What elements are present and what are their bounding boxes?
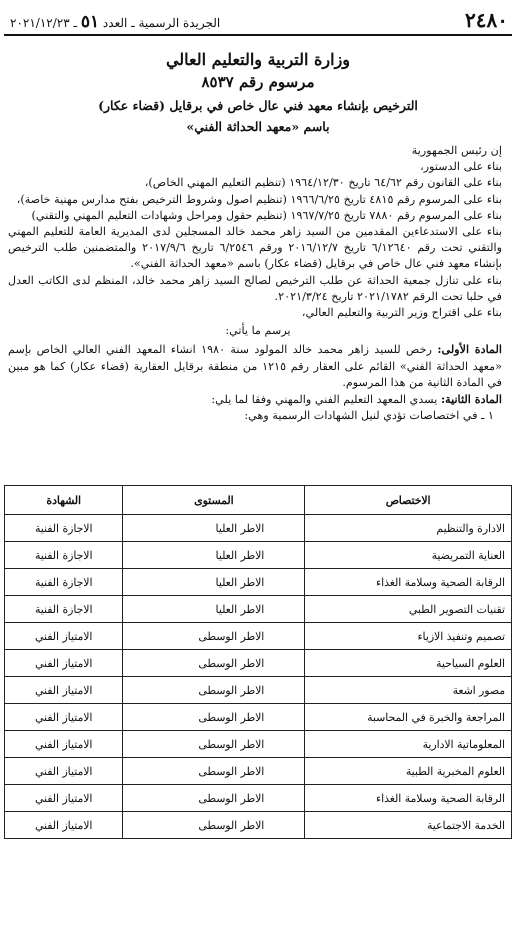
table-row	[5, 758, 512, 785]
level-cell: الاطر العليا	[123, 596, 305, 623]
table-row	[5, 542, 512, 569]
certificate-cell: الامتياز الفني	[5, 731, 123, 758]
specialization-cell: الرقابة الصحية وسلامة الغذاء	[305, 569, 512, 596]
issue-number: ٥١	[80, 12, 100, 32]
level-cell: الاطر العليا	[123, 542, 305, 569]
certificate-cell: الامتياز الفني	[5, 812, 123, 839]
certificate-cell: الامتياز الفني	[5, 650, 123, 677]
certificate-cell: الاجازة الفنية	[5, 596, 123, 623]
preamble-line: بناء على القانون رقم ٦٤/٦٢ تاريخ ١٩٦٤/١٢/٣٠ (تنظيم التعليم المهني الخاص)،	[144, 176, 502, 190]
preamble-line: بناء على المرسوم رقم ٤٨١٥ تاريخ ١٩٦٦/٦/٢٥ (تنظيم اصول وشروط الترخيص بفتح مدارس مهنية خاصة)،	[16, 192, 502, 206]
specialization-cell: الخدمة الاجتماعية	[305, 812, 512, 839]
table-row	[5, 623, 512, 650]
gazette-date: ـ ٢٠٢١/١٢/٢٣	[10, 16, 77, 30]
table-row	[5, 731, 512, 758]
level-cell: الاطر العليا	[123, 569, 305, 596]
preamble-line: إن رئيس الجمهورية	[411, 144, 502, 157]
header-certificate: الشهادة	[5, 486, 123, 515]
specialization-cell: العلوم السياحية	[305, 650, 512, 677]
specialization-cell: الرقابة الصحية وسلامة الغذاء	[305, 785, 512, 812]
table-row	[5, 596, 512, 623]
preamble-line: بناء على المرسوم رقم ٧٨٨٠ تاريخ ١٩٦٧/٧/٢٥ (تنظيم حقول ومراحل وشهادات التعليم المهني والتقني)	[31, 208, 502, 222]
gazette-name: الجريدة الرسمية ـ العدد	[102, 16, 221, 30]
level-cell: الاطر الوسطى	[123, 623, 305, 650]
level-cell: الاطر الوسطى	[123, 758, 305, 785]
table-row	[5, 704, 512, 731]
decrees-line: يرسم ما يأتي:	[225, 324, 291, 338]
level-cell: الاطر الوسطى	[123, 731, 305, 758]
article-2	[8, 391, 508, 408]
gazette-info	[10, 12, 220, 32]
preamble-line: بناء على تنازل جمعية الحداثة عن طلب الترخيص لصالح السيد زاهر محمد خالد، المنظم لدى الكاتب العدل في حلبا تحت الرقم ٢٠٢١/١٧٨٢ تاريخ ٢٠٢١/٣/٢٤.	[8, 273, 502, 303]
table-row	[5, 812, 512, 839]
certificate-cell: الاجازة الفنية	[5, 515, 123, 542]
table-header-row	[5, 486, 512, 515]
header-specialization: الاختصاص	[305, 486, 512, 515]
ministry-title: وزارة التربية والتعليم العالي	[165, 50, 351, 69]
decree-body	[8, 143, 508, 424]
table-row	[5, 785, 512, 812]
level-cell: الاطر الوسطى	[123, 650, 305, 677]
list-item-1: ١ ـ في اختصاصات تؤدي لنيل الشهادات الرسمية وهي:	[244, 409, 494, 423]
level-cell: الاطر العليا	[123, 515, 305, 542]
certificate-cell: الامتياز الفني	[5, 785, 123, 812]
level-cell: الاطر الوسطى	[123, 785, 305, 812]
specialization-cell: تصميم وتنفيذ الازياء	[305, 623, 512, 650]
preamble-line: بناء على اقتراح وزير التربية والتعليم العالي،	[301, 306, 502, 320]
decree-subject: الترخيص بإنشاء معهد فني عال خاص في برقايل (قضاء عكار)	[98, 98, 418, 113]
certificate-cell: الامتياز الفني	[5, 677, 123, 704]
decree-number: مرسوم رقم ٨٥٣٧	[201, 73, 315, 91]
preamble-line: بناء على الاستدعاءين المقدمين من السيد زاهر محمد خالد المسجلين لدى المديرية العامة للتعليم المهني والتقني تحت رقم ٦/١٢٦٤٠ تاريخ ٢٠١٦/١٢/٧ ورقم ٦/٢٥٤٦ تاريخ ٢٠١٧/٩/٦ والمتضمنين طلب الترخيص بإنشاء معهد فني عال خاص في برقايل (قضاء عكار) باسم «معهد الحداثة الفني».	[8, 225, 503, 271]
page-header	[6, 8, 510, 32]
table-row	[5, 515, 512, 542]
table-row	[5, 677, 512, 704]
institute-name: باسم «معهد الحداثة الفني»	[186, 119, 330, 134]
level-cell: الاطر الوسطى	[123, 704, 305, 731]
specialization-cell: العناية التمريضية	[305, 542, 512, 569]
table-row	[5, 650, 512, 677]
article-1	[8, 341, 508, 391]
specialization-cell: المراجعة والخبرة في المحاسبة	[305, 704, 512, 731]
certificate-cell: الاجازة الفنية	[5, 542, 123, 569]
article-2-text: يسدي المعهد التعليم الفني والمهني وفقا لما يلي:	[211, 393, 438, 407]
certificate-cell: الامتياز الفني	[5, 623, 123, 650]
header-divider	[4, 34, 512, 36]
certificate-cell: الامتياز الفني	[5, 758, 123, 785]
page-number: ٢٤٨٠	[465, 8, 508, 32]
specialization-cell: تقنيات التصوير الطبي	[305, 596, 512, 623]
article-1-text: رخص للسيد زاهر محمد خالد المولود سنة ١٩٨٠ انشاء المعهد الفني العالي الخاص بإسم «معهد الحداثة الفني» القائم على العقار رقم ١٢١٥ من منطقة برقايل العقارية (قضاء عكار) كما هو مبين في المادة الثانية من هذا المرسوم.	[8, 343, 502, 389]
specialization-cell: مصور اشعة	[305, 677, 512, 704]
specialization-cell: المعلوماتية الادارية	[305, 731, 512, 758]
specialization-cell: الادارة والتنظيم	[305, 515, 512, 542]
table-row	[5, 569, 512, 596]
certificate-cell: الاجازة الفنية	[5, 569, 123, 596]
certificate-cell: الامتياز الفني	[5, 704, 123, 731]
level-cell: الاطر الوسطى	[123, 677, 305, 704]
specialization-cell: العلوم المخبرية الطبية	[305, 758, 512, 785]
article-1-label: المادة الأولى:	[437, 342, 502, 357]
article-2-label: المادة الثانية:	[440, 392, 502, 407]
specializations-table	[4, 485, 512, 839]
preamble-line: بناء على الدستور،	[420, 160, 502, 174]
header-level: المستوى	[123, 486, 305, 515]
level-cell: الاطر الوسطى	[123, 812, 305, 839]
